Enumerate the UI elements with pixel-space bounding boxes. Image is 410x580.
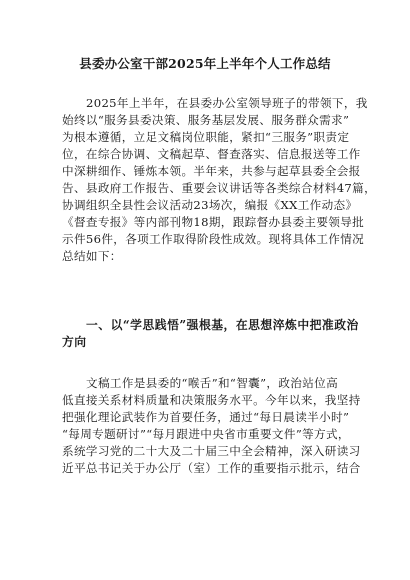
intro-line-4: 位，在综合协调、文稿起草、督查落实、信息报送等工作 xyxy=(62,147,361,161)
intro-line-10: 总结如下： xyxy=(62,249,122,263)
section-heading-line-2: 方向 xyxy=(62,335,87,349)
section1-line-3: 把强化理论武装作为首要任务，通过“每日晨读半小时” xyxy=(62,410,350,424)
intro-line-8: 《督查专报》等内部刊物18期，跟踪督办县委主要领导批 xyxy=(62,215,365,229)
intro-line-6: 告、县政府工作报告、重要会议讲话等各类综合材料47篇， xyxy=(62,181,377,195)
section1-line-2: 低直接关系材料质量和决策服务水平。今年以来，我坚持 xyxy=(62,393,361,407)
intro-line-9: 示件56件，各项工作取得阶段性成效。现将具体工作情况 xyxy=(62,232,365,246)
intro-line-7: 协调组织全县性会议活动23场次，编报《XX工作动态》 xyxy=(62,198,358,212)
intro-line-2: 始终以“服务县委决策、服务基层发展、服务群众需求” xyxy=(62,113,350,127)
intro-line-5: 中深耕细作、锤炼本领。半年来，共参与起草县委全会报 xyxy=(62,164,361,178)
document-title: 县委办公室干部2025年上半年个人工作总结 xyxy=(79,56,331,71)
section-heading-line-1: 一、以“学思践悟”强根基，在思想淬炼中把准政治 xyxy=(86,318,359,332)
section1-line-4: “每周专题研讨”“每月跟进中央省市重要文件”等方式， xyxy=(62,427,350,441)
section1-line-1: 文稿工作是县委的“喉舌”和“智囊”，政治站位高 xyxy=(86,376,339,390)
intro-line-3: 为根本遵循，立足文稿岗位职能，紧扣“三服务”职责定 xyxy=(62,130,350,144)
intro-line-1: 2025年上半年，在县委办公室领导班子的带领下，我 xyxy=(86,96,368,110)
section1-line-5: 系统学习党的二十大及二十届三中全会精神，深入研读习 xyxy=(62,444,361,458)
section1-line-6: 近平总书记关于办公厅（室）工作的重要指示批示，结合 xyxy=(62,461,361,475)
